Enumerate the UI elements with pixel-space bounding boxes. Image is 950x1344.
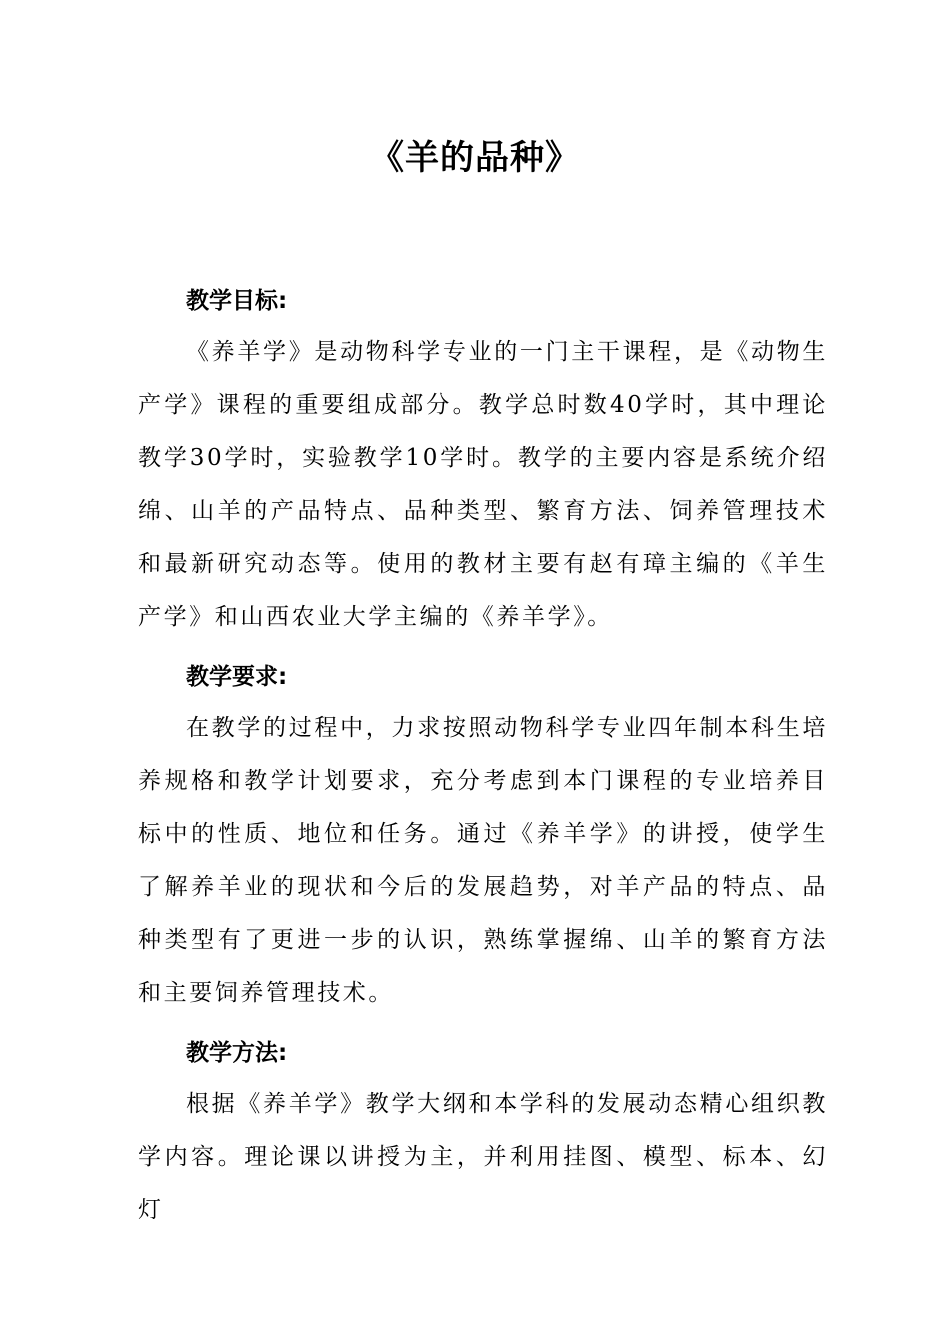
section-body-objectives: 《养羊学》是动物科学专业的一门主干课程，是《动物生产学》课程的重要组成部分。教学总时数40学时，其中理论教学30学时，实验教学10学时。教学的主要内容是系统介绍绵、山羊的产品特点、品种类型、繁育方法、饲养管理技术和最新研究动态等。使用的教材主要有赵有璋主编的《羊生产学》和山西农业大学主编的《养羊学》。 <box>138 339 828 630</box>
document-title: 《羊的品种》 <box>370 138 580 178</box>
section-body-methods: 根据《养羊学》教学大纲和本学科的发展动态精心组织教学内容。理论课以讲授为主，并利用挂图、模型、标本、幻灯 <box>138 1091 828 1223</box>
section-heading-methods: 教学方法: <box>186 1040 288 1066</box>
section-heading-objectives: 教学目标: <box>186 288 288 314</box>
section-requirements <box>138 652 828 1020</box>
section-body-requirements: 在教学的过程中，力求按照动物科学专业四年制本科生培养规格和教学计划要求，充分考虑到本门课程的专业培养目标中的性质、地位和任务。通过《养羊学》的讲授，使学生了解养羊业的现状和今后的发展趋势，对羊产品的特点、品种类型有了更进一步的认识，熟练掌握绵、山羊的繁育方法和主要饲养管理技术。 <box>138 715 828 1006</box>
section-methods <box>138 1028 828 1237</box>
section-objectives <box>138 276 828 644</box>
section-heading-requirements: 教学要求: <box>186 664 288 690</box>
